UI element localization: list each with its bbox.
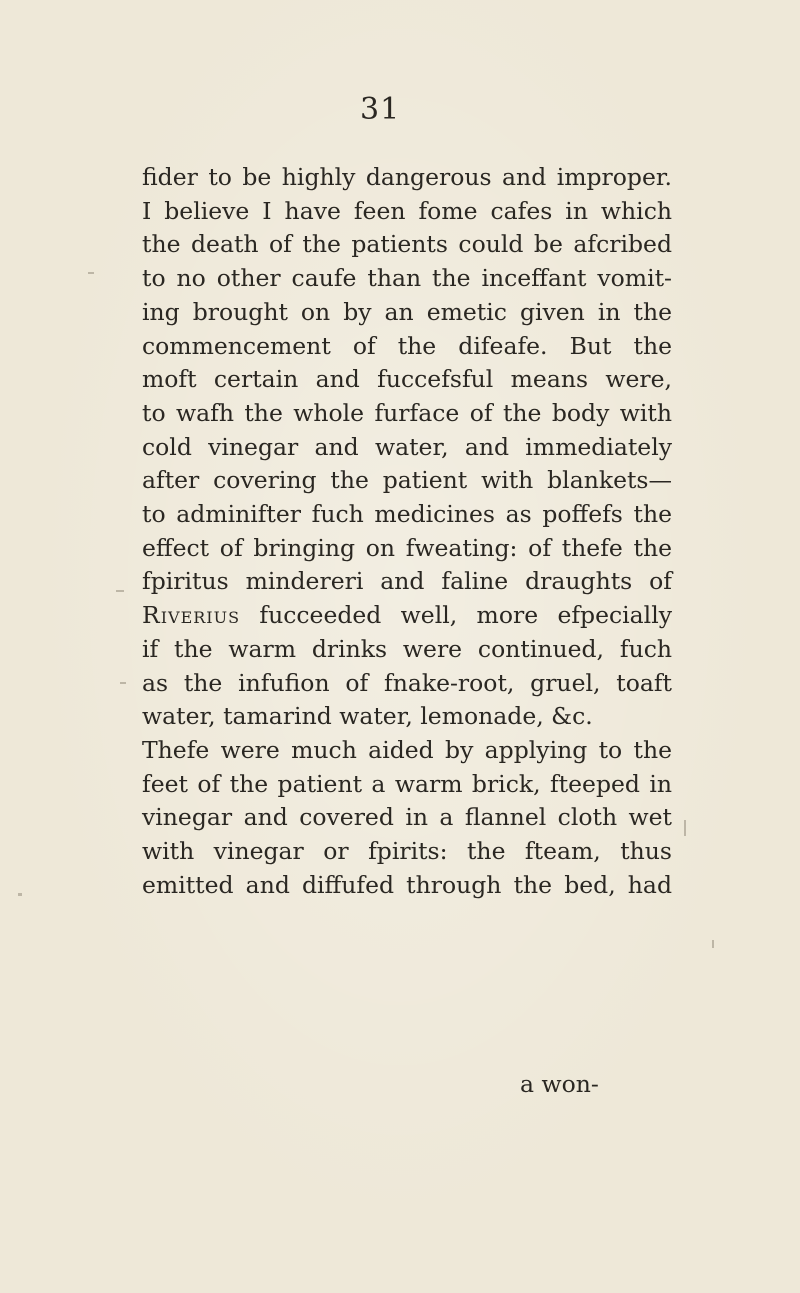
text-line: fider to be highly dangerous and improper. xyxy=(142,163,672,191)
text-line-rest: fucceeded well, more efpecially xyxy=(240,601,672,630)
text-line: water, tamarind water, lemonade, &c. xyxy=(142,702,593,731)
text-line: vinegar and covered in a flannel cloth wet xyxy=(142,803,672,832)
text-line: with vinegar or fpirits: the fteam, thus xyxy=(142,837,672,866)
text-line: I believe I have feen fome cafes in which xyxy=(142,196,672,225)
text-line: effect of bringing on fweating: of thefe the xyxy=(142,533,672,562)
text-line: ing brought on by an emetic given in the xyxy=(142,297,672,326)
text-line: moft certain and fuccefsful means were, xyxy=(142,365,672,394)
body-text xyxy=(142,161,672,902)
text-line: cold vinegar and water, and immediately xyxy=(142,432,672,461)
text-line: to adminifter fuch medicines as poffefs the xyxy=(142,500,672,529)
margin-speck xyxy=(88,272,94,274)
page-number: 31 xyxy=(360,92,401,127)
text-line-riverius xyxy=(142,599,672,633)
catchword: a won- xyxy=(520,1070,599,1098)
margin-speck xyxy=(684,820,686,836)
text-line: to wafh the whole furface of the body with xyxy=(142,398,672,427)
margin-speck xyxy=(18,893,22,896)
text-line: emitted and diffufed through the bed, had xyxy=(142,870,672,899)
text-line: Thefe were much aided by applying to the xyxy=(142,735,672,764)
margin-speck xyxy=(712,940,714,948)
margin-speck xyxy=(120,682,126,684)
text-line: if the warm drinks were continued, fuch xyxy=(142,634,672,663)
author-name: Riverius xyxy=(142,601,241,630)
text-line: fpiritus mindereri and faline draughts of xyxy=(142,567,672,596)
text-line: feet of the patient a warm brick, fteeped in xyxy=(142,769,672,798)
text-line: as the infufion of fnake-root, gruel, toaft xyxy=(142,668,672,697)
margin-speck xyxy=(116,590,124,592)
text-line: commencement of the difeafe. But the xyxy=(142,331,672,360)
text-line: the death of the patients could be afcribed xyxy=(142,230,672,259)
text-line: to no other caufe than the inceffant vomit- xyxy=(142,264,672,293)
text-line: after covering the patient with blankets— xyxy=(142,466,672,495)
